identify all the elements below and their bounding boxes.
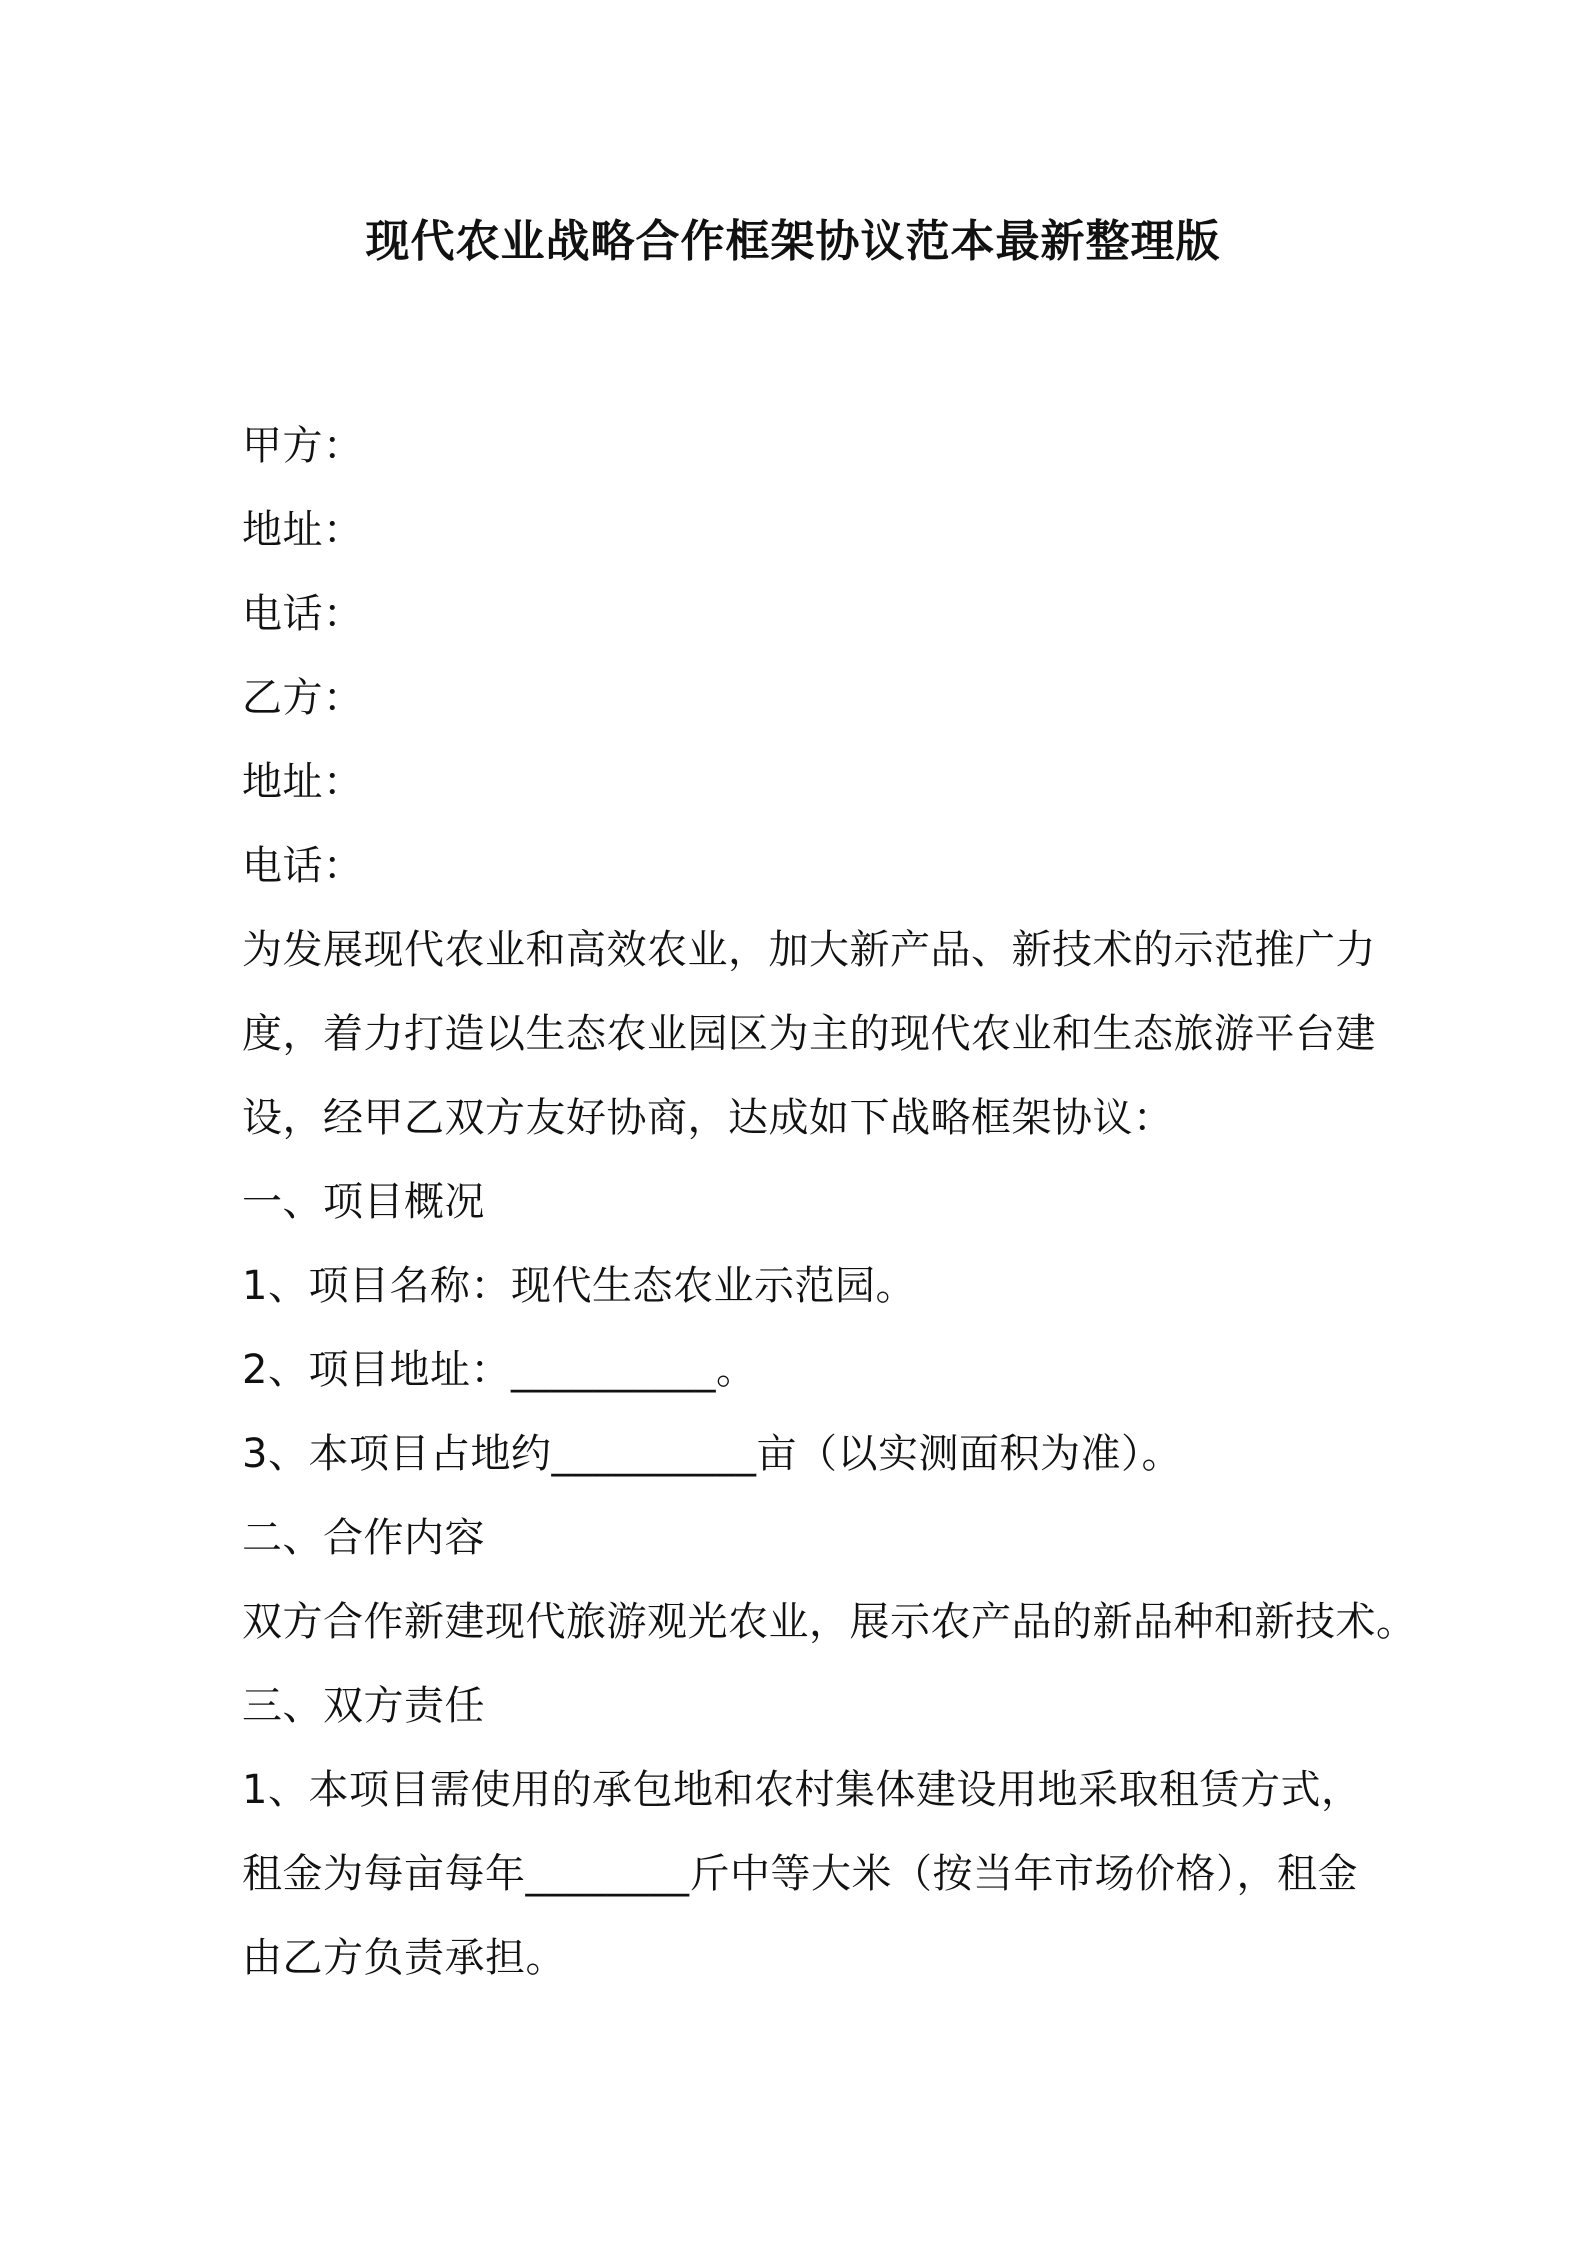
party-a-label: 甲方： [242, 423, 364, 469]
party-b-address-label: 地址： [242, 759, 364, 805]
document-body [242, 404, 1417, 2000]
party-a-address-label: 地址： [242, 507, 364, 553]
section-heading-cooperation-content: 二、合作内容 [242, 1515, 485, 1561]
responsibility-clause-line-3: 由乙方负责承担。 [242, 1935, 566, 1981]
preamble-line-1: 为发展现代农业和高效农业，加大新产品、新技术的示范推广力 [242, 927, 1376, 973]
party-b-phone-label: 电话： [242, 843, 364, 889]
preamble-line-3: 设，经甲乙双方友好协商，达成如下战略框架协议： [242, 1095, 1174, 1141]
preamble-line-2: 度，着力打造以生态农业园区为主的现代农业和生态旅游平台建 [242, 1011, 1376, 1057]
clause-project-area: 3、本项目占地约__________亩（以实测面积为准）。 [242, 1431, 1182, 1477]
document-title: 现代农业战略合作框架协议范本最新整理版 [365, 216, 1221, 267]
clause-project-address: 2、项目地址：__________。 [242, 1347, 757, 1393]
responsibility-clause-line-2: 租金为每亩每年________斤中等大米（按当年市场价格），租金 [242, 1851, 1358, 1897]
party-b-label: 乙方： [242, 675, 364, 721]
cooperation-content-text: 双方合作新建现代旅游观光农业，展示农产品的新品种和新技术。 [242, 1599, 1417, 1645]
section-heading-project-overview: 一、项目概况 [242, 1179, 485, 1225]
clause-project-name: 1、项目名称：现代生态农业示范园。 [242, 1263, 916, 1309]
section-heading-responsibilities: 三、双方责任 [242, 1683, 485, 1729]
party-a-phone-label: 电话： [242, 591, 364, 637]
responsibility-clause-line-1: 1、本项目需使用的承包地和农村集体建设用地采取租赁方式， [242, 1767, 1362, 1813]
